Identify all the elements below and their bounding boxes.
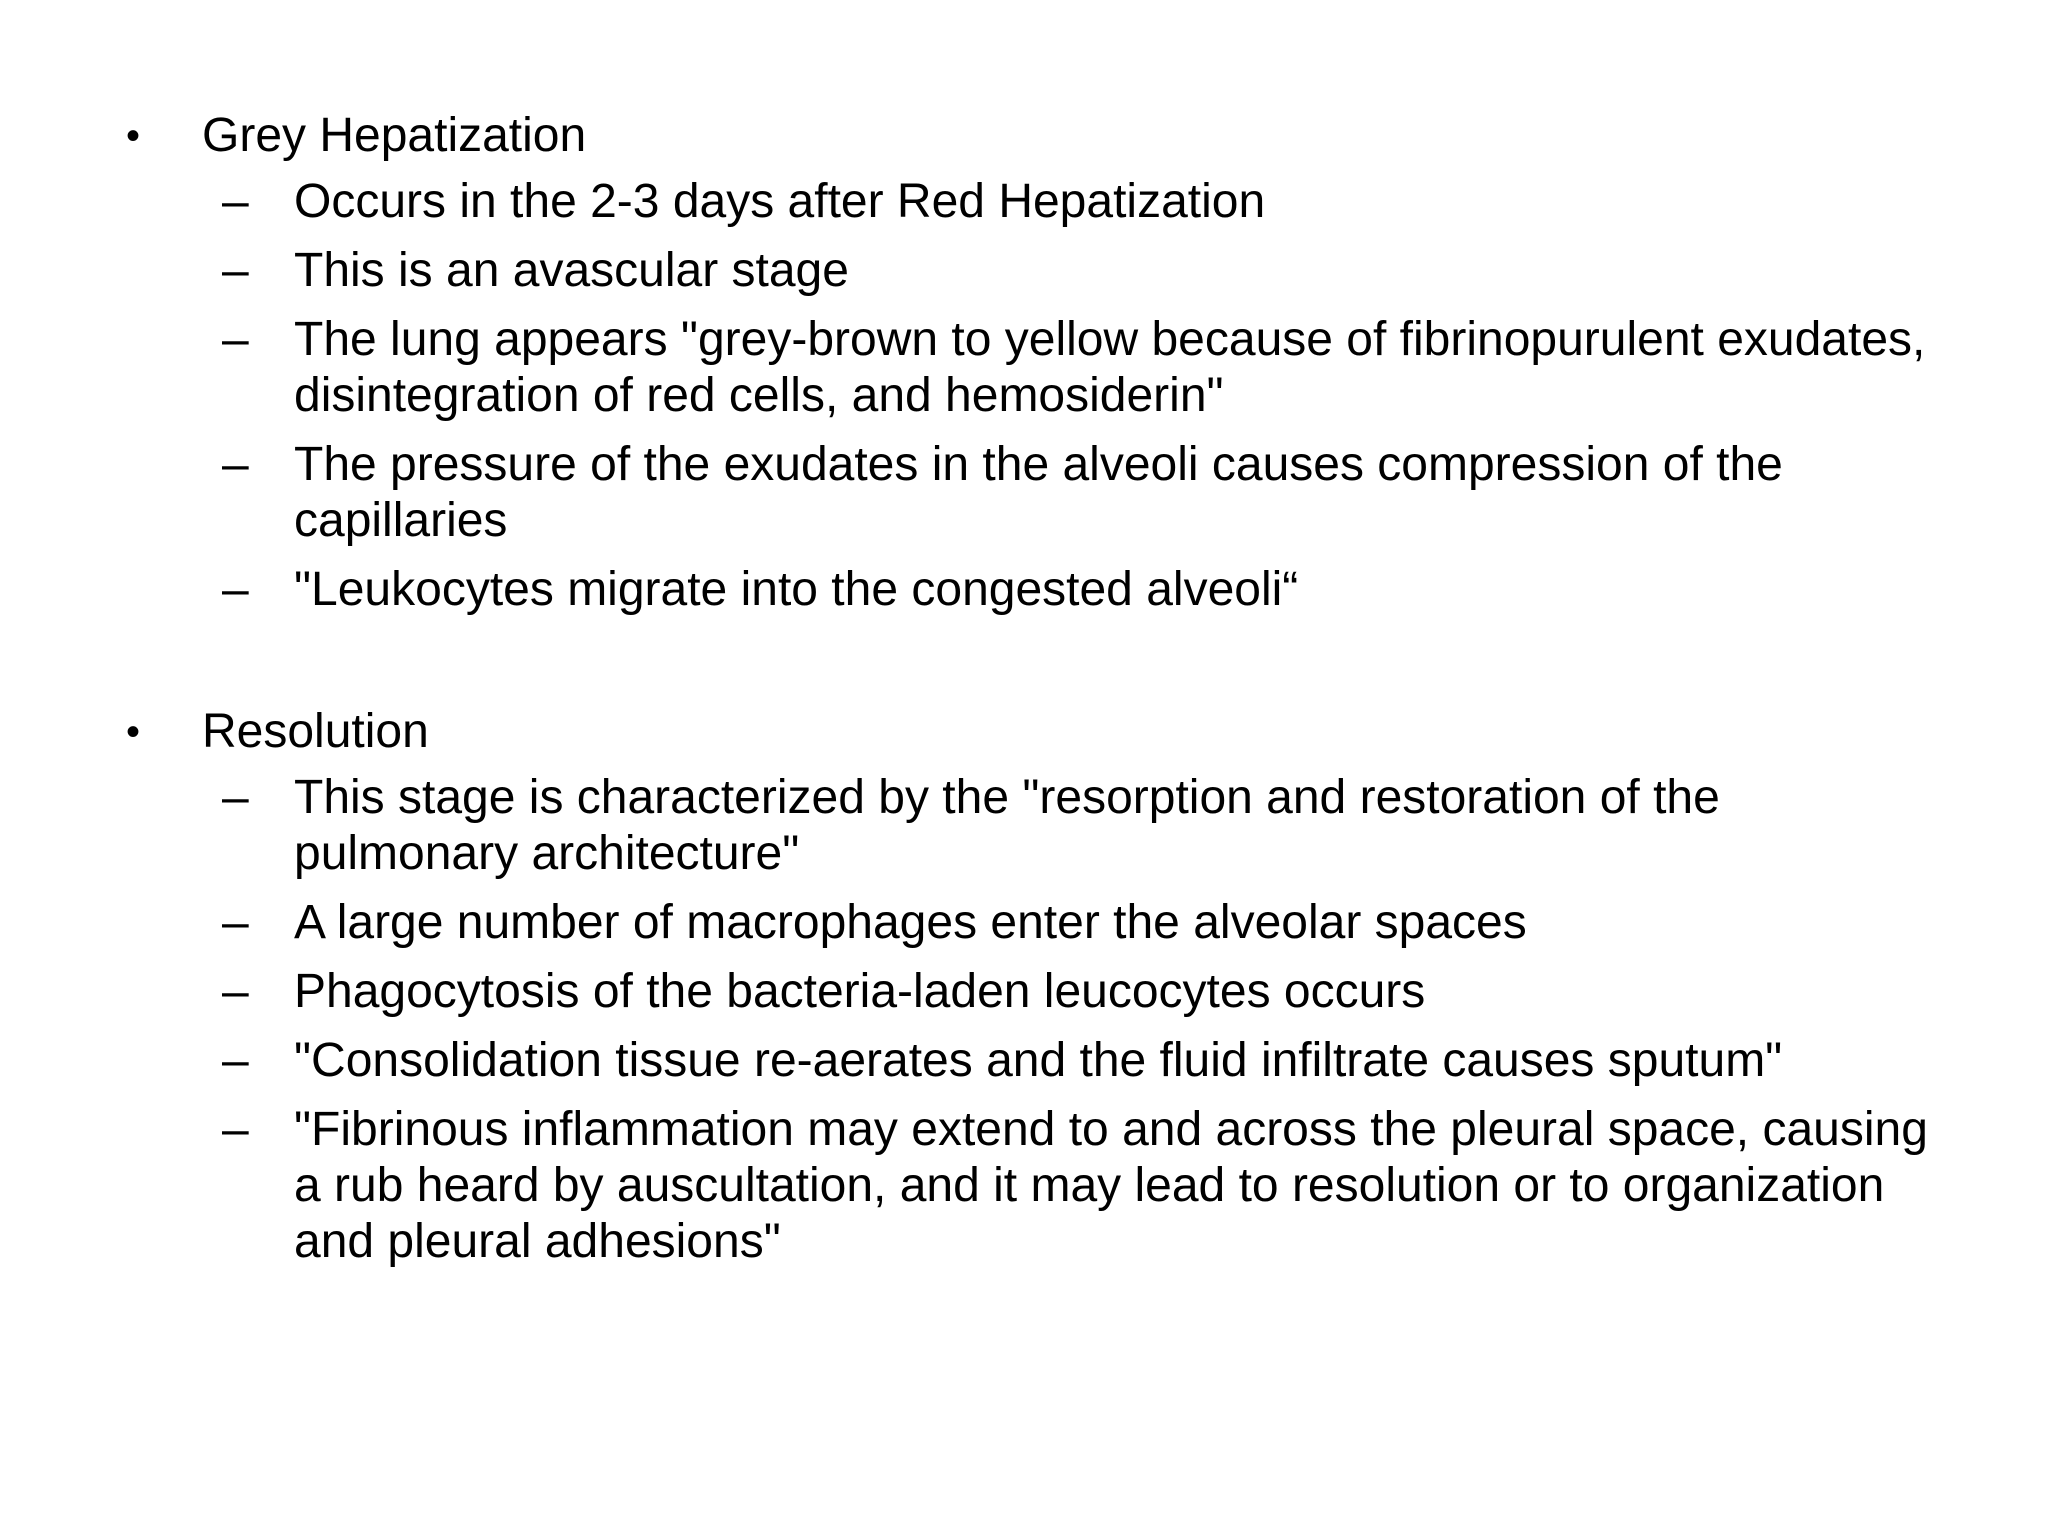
list-item-text: Occurs in the 2-3 days after Red Hepatization <box>294 175 1266 228</box>
section-resolution <box>118 700 1948 1283</box>
dash-icon: – <box>222 313 249 366</box>
list-item-text: "Consolidation tissue re-aerates and the fluid infiltrate causes sputum" <box>294 1034 1783 1087</box>
list-item <box>118 312 1948 424</box>
dash-icon: – <box>222 244 249 297</box>
list-item <box>118 174 1948 230</box>
list-item <box>118 243 1948 299</box>
dash-icon: – <box>222 896 249 949</box>
section-grey-hepatization <box>118 104 1948 631</box>
dash-icon: – <box>222 563 249 616</box>
list-item-text: "Fibrinous inflammation may extend to and across the pleural space, causing a rub heard by auscultation, and it may lead to resolution or to organization and pleural adhesions" <box>294 1103 1928 1268</box>
list-item <box>118 964 1948 1020</box>
list-item-text: The lung appears "grey-brown to yellow because of fibrinopurulent exudates, disintegration of red cells, and hemosiderin" <box>294 313 1926 422</box>
list-item <box>118 437 1948 549</box>
bullet-heading-row <box>118 104 1948 168</box>
sub-bullet-list <box>118 770 1948 1270</box>
section-heading: Resolution <box>202 705 429 758</box>
bullet-icon: • <box>126 114 141 158</box>
dash-icon: – <box>222 438 249 491</box>
section-heading: Grey Hepatization <box>202 109 587 162</box>
dash-icon: – <box>222 1034 249 1087</box>
list-item-text: A large number of macrophages enter the alveolar spaces <box>294 896 1527 949</box>
bullet-icon: • <box>126 710 141 754</box>
dash-icon: – <box>222 771 249 824</box>
list-item <box>118 895 1948 951</box>
list-item <box>118 562 1948 618</box>
dash-icon: – <box>222 175 249 228</box>
list-item-text: The pressure of the exudates in the alveoli causes compression of the capillaries <box>294 438 1783 547</box>
dash-icon: – <box>222 1103 249 1156</box>
bullet-heading-row <box>118 700 1948 764</box>
list-item <box>118 1102 1948 1270</box>
sub-bullet-list <box>118 174 1948 618</box>
dash-icon: – <box>222 965 249 1018</box>
list-item <box>118 1033 1948 1089</box>
list-item-text: "Leukocytes migrate into the congested alveoli“ <box>294 563 1299 616</box>
list-item-text: This stage is characterized by the "resorption and restoration of the pulmonary architecture" <box>294 771 1720 880</box>
list-item-text: This is an avascular stage <box>294 244 849 297</box>
list-item-text: Phagocytosis of the bacteria-laden leucocytes occurs <box>294 965 1426 1018</box>
list-item <box>118 770 1948 882</box>
